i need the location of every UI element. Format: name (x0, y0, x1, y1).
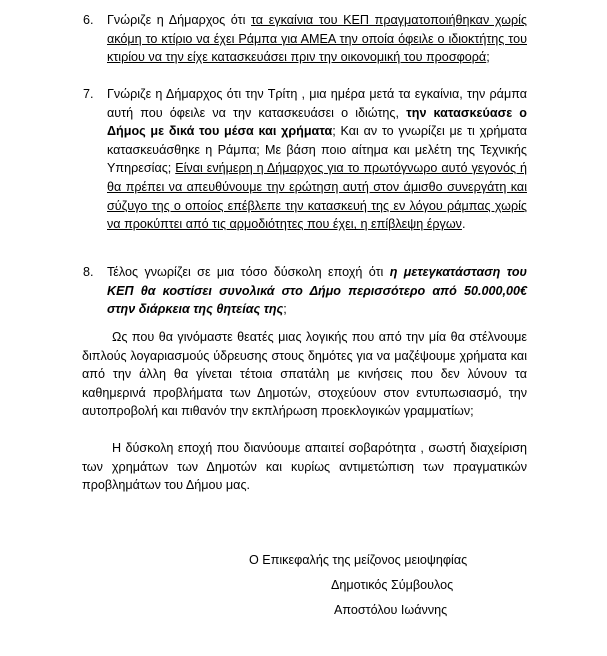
list-item-6 (83, 11, 528, 67)
item-text: Τέλος γνωρίζει σε μια τόσο δύσκολη εποχή ότι (107, 265, 390, 279)
item-text: Γνώριζε η Δήμαρχος ότι την Τρίτη , μια ημέρα μετά τα εγκαίνια, την ράμπα αυτή που όφειλε να την κατασκευάσει ο ιδιώτης, (107, 87, 527, 120)
list-item-7 (83, 85, 527, 234)
item-text-underlined: τα εγκαίνια του ΚΕΠ πραγματοποιήθηκαν χωρίς ακόμη το κτίριο να έχει Ράμπα για ΑΜΕΑ την οποία όφειλε ο ιδιοκτήτης του κτιρίου να την είχε κατασκευάσει πριν την οικονομική του προσφορά (107, 13, 528, 65)
list-item-number: 8. (83, 265, 94, 279)
signature-role: Δημοτικός Σύμβουλος (331, 578, 454, 592)
body-paragraph: Ως που θα γινόμαστε θεατές μιας λογικής που από την μία θα στέλνουμε διπλούς λογαριασμούς ύδρευσης στους δημότες για να μαζέψουμε χρήματα και από την άλλη θα γίνεται τέτοια σπατάλη με κινήσεις που δεν λύνουν τα καθημερινά προβλήματα των Δημοτών, στοχεύουν στον εντυπωσιασμό, την αυτοπροβολή και πιθανόν την εκπλήρωση προεκλογικών γραμματίων; (82, 330, 527, 419)
item-text-bold: την κατασκεύασε ο Δήμος με δικά του μέσα και χρήματα (107, 105, 527, 139)
list-item-number: 7. (83, 87, 94, 101)
item-text-bold-italic: η μετεγκατάσταση του ΚΕΠ θα κοστίσει συνολικά στο Δήμο περισσότερο από 50.000,00€ στην διάρκεια της θητείας της (107, 265, 527, 317)
item-text: ; (283, 302, 287, 317)
item-text-underlined: Είναι ενήμερη η Δήμαρχος για το πρωτόγνωρο αυτό γεγονός ή θα πρέπει να απευθύνουμε την ερώτηση αυτή στον άμισθο συνεργάτη και σύζυγο της ο οποίος επέβλεπε την κατασκευή της εν λόγου ράμπας χωρίς να προκύπτει από τις αρμοδιότητες που έχει, η επίβλεψη έργων (107, 161, 527, 232)
item-text: ; (486, 50, 490, 65)
signature-name: Αποστόλου Ιωάννης (334, 603, 448, 617)
item-text: ; Και αν το γνωρίζει με τι χρήματα κατασκευάσθηκε η Ράμπα; Με βάση ποιο αίτημα και μελέτη της Τεχνικής Υπηρεσίας; (107, 124, 527, 176)
list-item-number: 6. (83, 13, 94, 27)
item-text: Γνώριζε η Δήμαρχος ότι (107, 13, 252, 27)
list-item-8 (83, 263, 527, 319)
item-text: . (461, 217, 466, 232)
body-paragraph: Η δύσκολη εποχή που διανύουμε απαιτεί σοβαρότητα , σωστή διαχείριση των χρημάτων των Δημοτών και κυρίως αντιμετώπιση των πραγματικών προβλημάτων του Δήμου μας. (82, 441, 527, 493)
signature-title: Ο Επικεφαλής της μείζονος μειοψηφίας (249, 553, 468, 567)
